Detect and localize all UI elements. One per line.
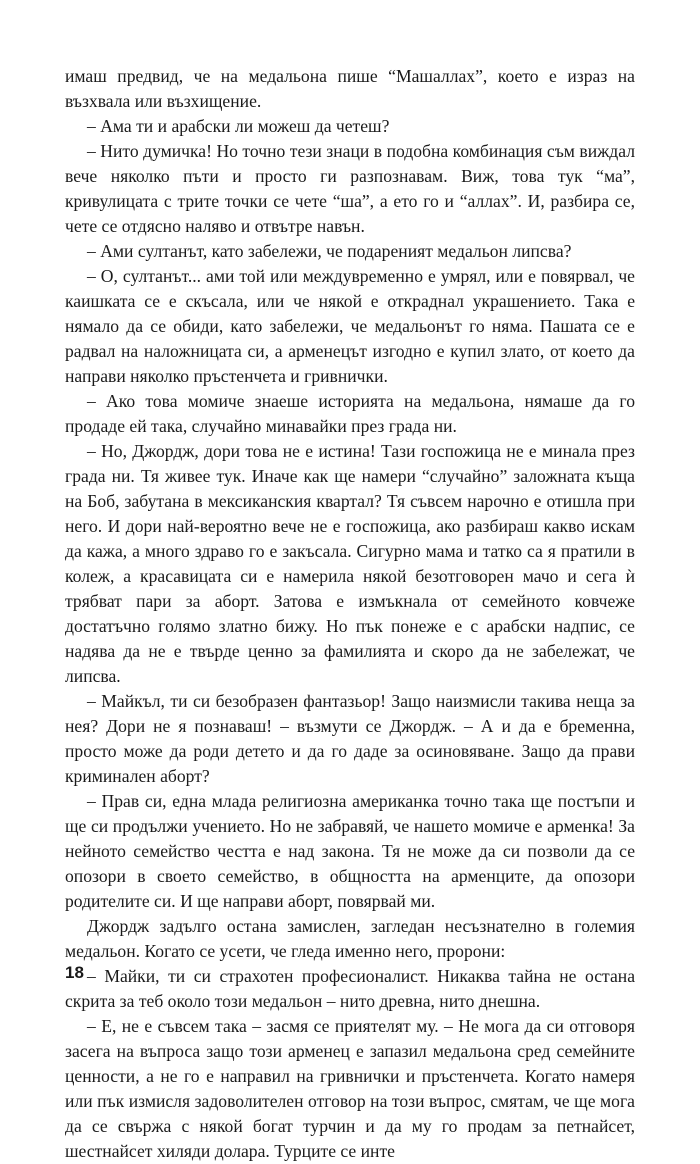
paragraph: – О, султанът... ами той или междувременно е умрял, или е повярвал, че каишката се е скъсала, или че някой е откраднал украшението. Така е нямало да се обиди, като забележи, че медальонът го няма. Пашата се е радвал на наложницата си, а арменецът изгодно е купил злато, от което да направи няколко пръстенчета и гривнички. [65, 266, 635, 386]
paragraph: – Прав си, една млада религиозна американка точно така ще постъпи и ще си продължи учението. Но не забравяй, че нашето момиче е арменка! За нейното семейство честта е над закона. Тя не може да си позволи да се опозори в своето семейство, в общността на арменците, да опозори родителите си. И ще направи аборт, повярвай ми. [65, 791, 635, 911]
paragraph: – Нито думичка! Но точно тези знаци в подобна комбинация съм виждал вече няколко пъти и просто ги разпознавам. Виж, това тук “ма”, кривулицата с трите точки се чете “ша”, а ето го и “аллах”. И, разбира се, чете се отдясно наляво и отвътре навън. [65, 141, 635, 236]
page-body [65, 64, 635, 1164]
paragraph: – Е, не е съвсем така – засмя се приятелят му. – Не мога да си отговоря засега на въпроса защо този арменец е запазил медальона сред семейните ценности, а не го е направил на гривнички и пръстенчета. Когато намеря или пък измисля задоволителен отговор на този въпрос, смятам, че ще мога да се свържа с някой богат турчин и да му го продам за петнайсет, шестнайсет хиляди долара. Турците се инте [65, 1016, 635, 1161]
paragraph: – Майкъл, ти си безобразен фантазьор! Защо наизмисли такива неща за нея? Дори не я познаваш! – възмути се Джордж. – А и да е бременна, просто може да роди детето и да го даде за осиновяване. Защо да прави криминален аборт? [65, 691, 635, 786]
paragraph: – Ами султанът, като забележи, че подареният медальон липсва? [87, 241, 572, 261]
paragraph: – Майки, ти си страхотен професионалист. Никаква тайна не остана скрита за теб около този медальон – нито древна, нито днешна. [65, 966, 635, 1011]
paragraph: – Ама ти и арабски ли можеш да четеш? [87, 116, 390, 136]
page-number: 18 [65, 963, 84, 982]
paragraph: – Ако това момиче знаеше историята на медальона, нямаше да го продаде ей така, случайно минавайки през града ни. [65, 391, 635, 436]
paragraph: – Но, Джордж, дори това не е истина! Тази госпожица не е минала през града ни. Тя живее тук. Иначе как ще намери “случайно” заложната къща на Боб, забутана в мексиканския квартал? Тя съвсем нарочно е отишла при него. И дори най-вероятно вече не е госпожица, ако разбираш какво искам да кажа, а много здраво го е закъсала. Сигурно мама и татко са я пратили в колеж, а красавицата си е намерила някой безотговорен мачо и сега ѝ трябват пари за аборт. Затова е измъкнала от семейното ковчеже достатъчно голямо златно бижу. Но пък понеже е с арабски надпис, се надява да не е твърде ценно за фамилията и скоро да не забележат, че липсва. [65, 441, 635, 686]
paragraph: Джордж задълго остана замислен, загледан несъзнателно в големия медальон. Когато се усети, че гледа именно него, пророни: [65, 916, 635, 961]
paragraph: имаш предвид, че на медальона пише “Машаллах”, което е израз на възхвала или възхищение. [65, 66, 635, 111]
